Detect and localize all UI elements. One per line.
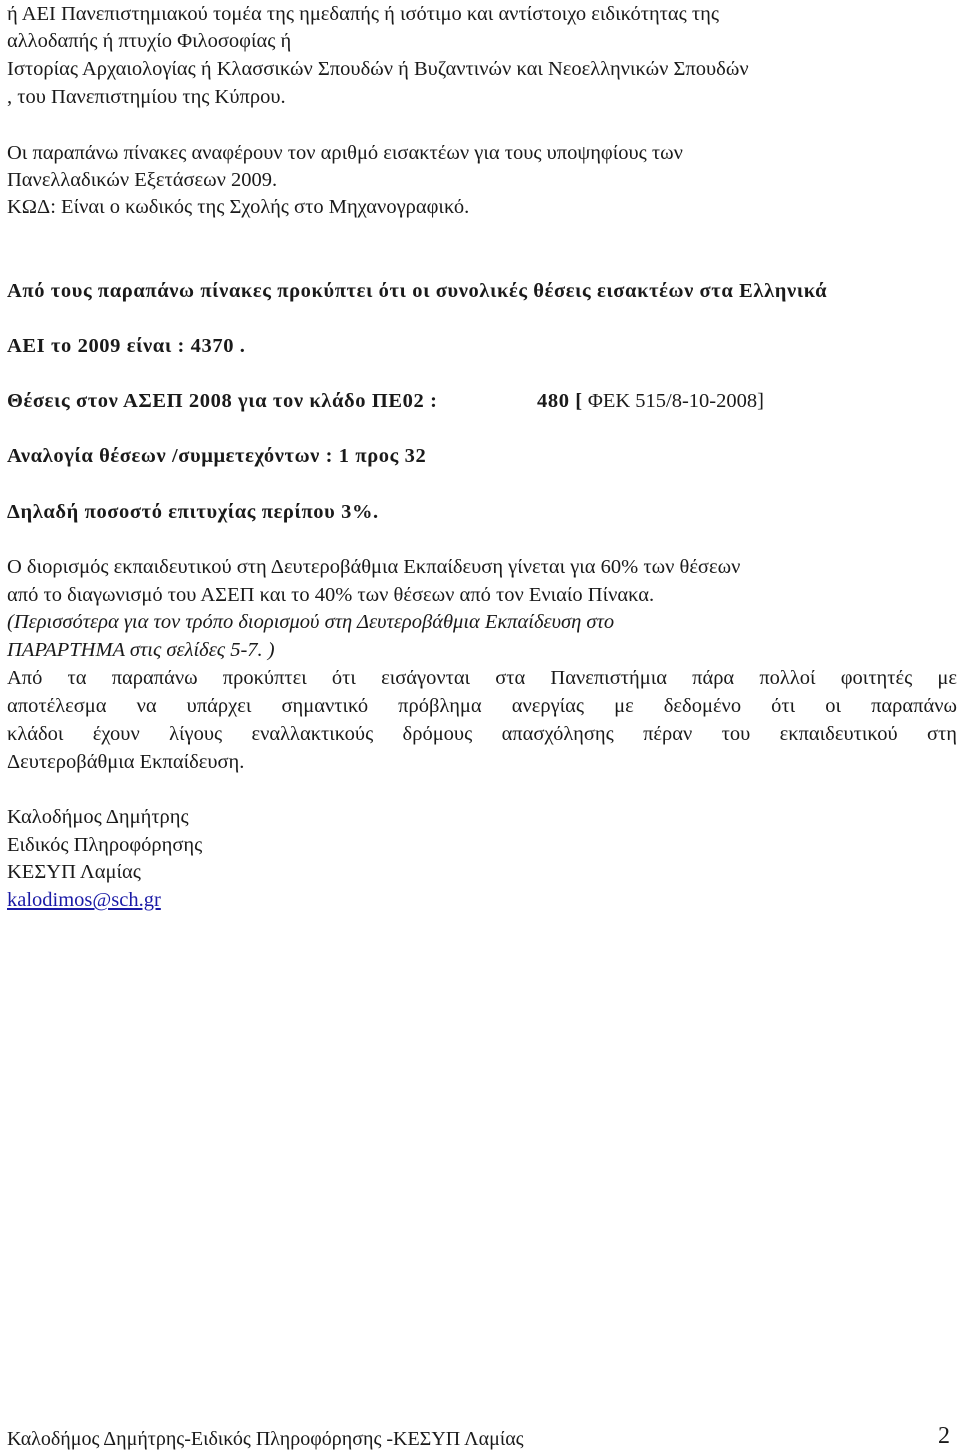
signature-office: ΚΕΣΥΠ Λαμίας xyxy=(7,861,141,883)
intro-line-4: , του Πανεπιστημίου της Κύπρου. xyxy=(7,86,286,108)
ratio-line: Αναλογία θέσεων /συμμετεχόντων : 1 προς 32 xyxy=(7,445,427,467)
conclusion-line-1: Από τα παραπάνω προκύπτει ότι εισάγονται στα Πανεπιστήμια πάρα πολλοί φοιτητές με xyxy=(7,667,957,689)
asep-positions xyxy=(537,387,764,415)
page-footer: Καλοδήμος Δημήτρης-Ειδικός Πληροφόρησης -ΚΕΣΥΠ Λαμίας xyxy=(7,1428,524,1450)
appointment-line-2: από το διαγωνισμό του ΑΣΕΠ και το 40% των θέσεων από τον Ενιαίο Πίνακα. xyxy=(7,584,655,606)
summary-line-2: ΑΕΙ το 2009 είναι : 4370 . xyxy=(7,335,246,357)
intro-line-2: αλλοδαπής ή πτυχίο Φιλοσοφίας ή xyxy=(7,30,292,52)
conclusion-line-3: κλάδοι έχουν λίγους εναλλακτικούς δρόμους απασχόλησης πέραν του εκπαιδευτικού στη xyxy=(7,723,957,745)
signature-role: Ειδικός Πληροφόρησης xyxy=(7,834,203,856)
note-line-1: Οι παραπάνω πίνακες αναφέρουν τον αριθμό εισακτέων για τους υποψηφίους των xyxy=(7,142,683,164)
email-link[interactable]: kalodimos@sch.gr xyxy=(7,889,161,911)
appointment-line-1: Ο διορισμός εκπαιδευτικού στη Δευτεροβάθμια Εκπαίδευση γίνεται για 60% των θέσεων xyxy=(7,556,741,578)
intro-line-3: Ιστορίας Αρχαιολογίας ή Κλασσικών Σπουδών ή Βυζαντινών και Νεοελληνικών Σπουδών xyxy=(7,58,749,80)
asep-value: 480 [ xyxy=(537,390,583,412)
asep-reference: ΦΕΚ 515/8-10-2008] xyxy=(587,390,764,412)
success-rate-line: Δηλαδή ποσοστό επιτυχίας περίπου 3%. xyxy=(7,501,379,523)
intro-line-1: ή ΑΕΙ Πανεπιστημιακού τομέα της ημεδαπής ή ισότιμο και αντίστοιχο ειδικότητας της xyxy=(7,3,719,25)
note-line-2: Πανελλαδικών Εξετάσεων 2009. xyxy=(7,169,278,191)
conclusion-line-2: αποτέλεσμα να υπάρχει σημαντικό πρόβλημα ανεργίας με δεδομένο ότι οι παραπάνω xyxy=(7,695,957,717)
signature-email-row xyxy=(7,886,161,914)
summary-line-1: Από τους παραπάνω πίνακες προκύπτει ότι οι συνολικές θέσεις εισακτέων στα Ελληνικά xyxy=(7,280,828,302)
appendix-note-line-2: ΠΑΡΑΡΤΗΜΑ στις σελίδες 5-7. ) xyxy=(7,639,275,661)
page-number: 2 xyxy=(938,1423,950,1449)
appendix-note-line-1: (Περισσότερα για τον τρόπο διορισμού στη Δευτεροβάθμια Εκπαίδευση στο xyxy=(7,611,615,633)
conclusion-line-4: Δευτεροβάθμια Εκπαίδευση. xyxy=(7,751,245,773)
signature-name: Καλοδήμος Δημήτρης xyxy=(7,806,189,828)
asep-label: Θέσεις στον ΑΣΕΠ 2008 για τον κλάδο ΠΕ02 : xyxy=(7,390,438,412)
note-line-3: ΚΩΔ: Είναι ο κωδικός της Σχολής στο Μηχανογραφικό. xyxy=(7,196,470,218)
